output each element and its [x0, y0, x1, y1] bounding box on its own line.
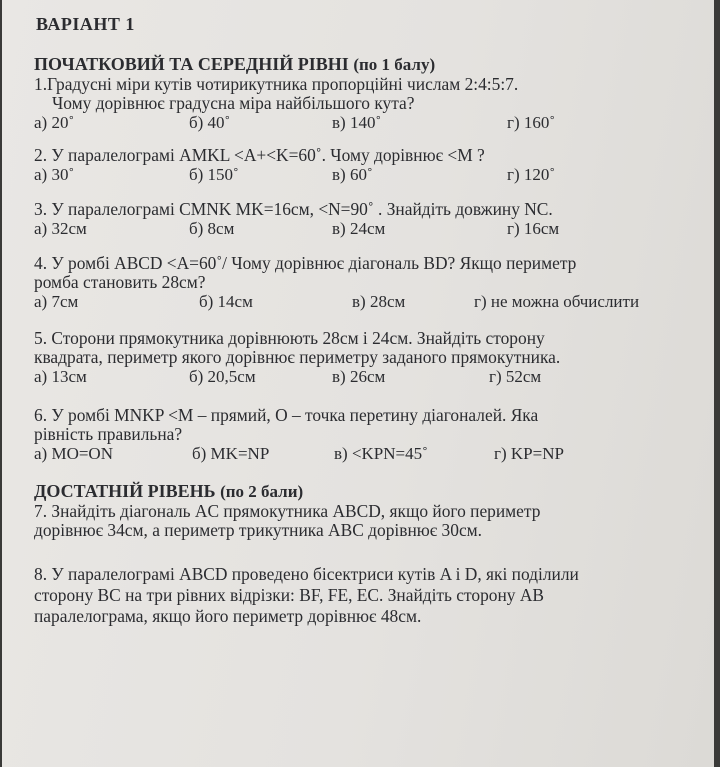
variant-title: ВАРІАНТ 1: [36, 14, 135, 34]
option-b: б) 40˚: [189, 113, 231, 132]
option-a: а) 7см: [34, 292, 79, 311]
question-5-options: [34, 367, 706, 386]
option-g: г) не можна обчислити: [474, 292, 640, 311]
section-basic-points: (по 1 балу): [353, 55, 436, 74]
question-6-text-line-2: рівність правильна?: [34, 424, 183, 444]
question-2: [34, 146, 706, 165]
option-a: а) 32см: [34, 219, 87, 238]
section-basic-name: ПОЧАТКОВИЙ ТА СЕРЕДНІЙ РІВНІ: [34, 54, 349, 74]
question-6: [34, 406, 706, 444]
question-4-text-line-2: ромба становить 28см?: [34, 272, 206, 292]
option-g: г) 16см: [507, 219, 560, 238]
option-v: в) <KPN=45˚: [334, 444, 428, 463]
question-1-text-line-1: 1.Градусні міри кутів чотирикутника пропорційні числам 2:4:5:7.: [34, 74, 519, 94]
question-2-text-line-1: 2. У паралелограмі AMKL <A+<K=60˚. Чому дорівнює <M ?: [34, 145, 485, 165]
question-1-text-line-2: Чому дорівнює градусна міра найбільшого кута?: [52, 93, 415, 113]
option-v: в) 24см: [332, 219, 386, 238]
question-7-text-line-1: 7. Знайдіть діагональ AC прямокутника ABCD, якщо його периметр: [34, 501, 541, 521]
question-8: [34, 564, 706, 627]
question-6-options: [34, 444, 706, 463]
option-a: а) MO=ON: [34, 444, 113, 463]
option-g: г) 52см: [489, 367, 542, 386]
option-b: б) 14см: [199, 292, 253, 311]
section-sufficient-points: (по 2 бали): [220, 482, 304, 501]
option-b: б) 20,5см: [189, 367, 256, 386]
section-sufficient-name: ДОСТАТНІЙ РІВЕНЬ: [34, 481, 216, 501]
option-b: б) 150˚: [189, 165, 239, 184]
question-3-options: [34, 219, 706, 238]
section-sufficient-title: [34, 481, 706, 502]
option-g: г) 160˚: [507, 113, 556, 132]
option-g: г) KP=NP: [494, 444, 564, 463]
question-8-text-line-1: 8. У паралелограмі ABCD проведено бісектриси кутів A і D, які поділили: [34, 564, 579, 584]
option-a: а) 13см: [34, 367, 87, 386]
question-5: [34, 329, 706, 367]
option-v: в) 26см: [332, 367, 386, 386]
section-basic-title: [34, 54, 706, 75]
worksheet-page: [2, 0, 714, 767]
option-b: б) MK=NP: [192, 444, 270, 463]
question-4-options: [34, 292, 706, 311]
question-5-text-line-2: квадрата, периметр якого дорівнює периметру заданого прямокутника.: [34, 347, 561, 367]
option-a: а) 30˚: [34, 165, 75, 184]
option-v: в) 60˚: [332, 165, 373, 184]
option-b: б) 8см: [189, 219, 235, 238]
question-7: [34, 502, 706, 540]
option-g: г) 120˚: [507, 165, 556, 184]
question-3-text-line-1: 3. У паралелограмі CMNK MK=16см, <N=90˚ . Знайдіть довжину NC.: [34, 199, 553, 219]
question-7-text-line-2: дорівнює 34см, а периметр трикутника ABC дорівнює 30см.: [34, 520, 483, 540]
question-6-text-line-1: 6. У ромбі MNKP <M – прямий, O – точка перетину діагоналей. Яка: [34, 405, 539, 425]
question-8-text-line-3: паралелограма, якщо його периметр дорівнює 48см.: [34, 606, 422, 626]
question-1: [34, 75, 706, 113]
question-3: [34, 200, 706, 219]
option-v: в) 140˚: [332, 113, 382, 132]
question-4: [34, 254, 706, 292]
question-5-text-line-1: 5. Сторони прямокутника дорівнюють 28см і 24см. Знайдіть сторону: [34, 328, 545, 348]
question-8-text-line-2: сторону BC на три рівних відрізки: BF, FE, EC. Знайдіть сторону AB: [34, 585, 544, 605]
option-a: а) 20˚: [34, 113, 75, 132]
question-2-options: [34, 165, 706, 184]
question-1-options: [34, 113, 706, 132]
question-4-text-line-1: 4. У ромбі ABCD <A=60˚/ Чому дорівнює діагональ BD? Якщо периметр: [34, 253, 577, 273]
option-v: в) 28см: [352, 292, 406, 311]
